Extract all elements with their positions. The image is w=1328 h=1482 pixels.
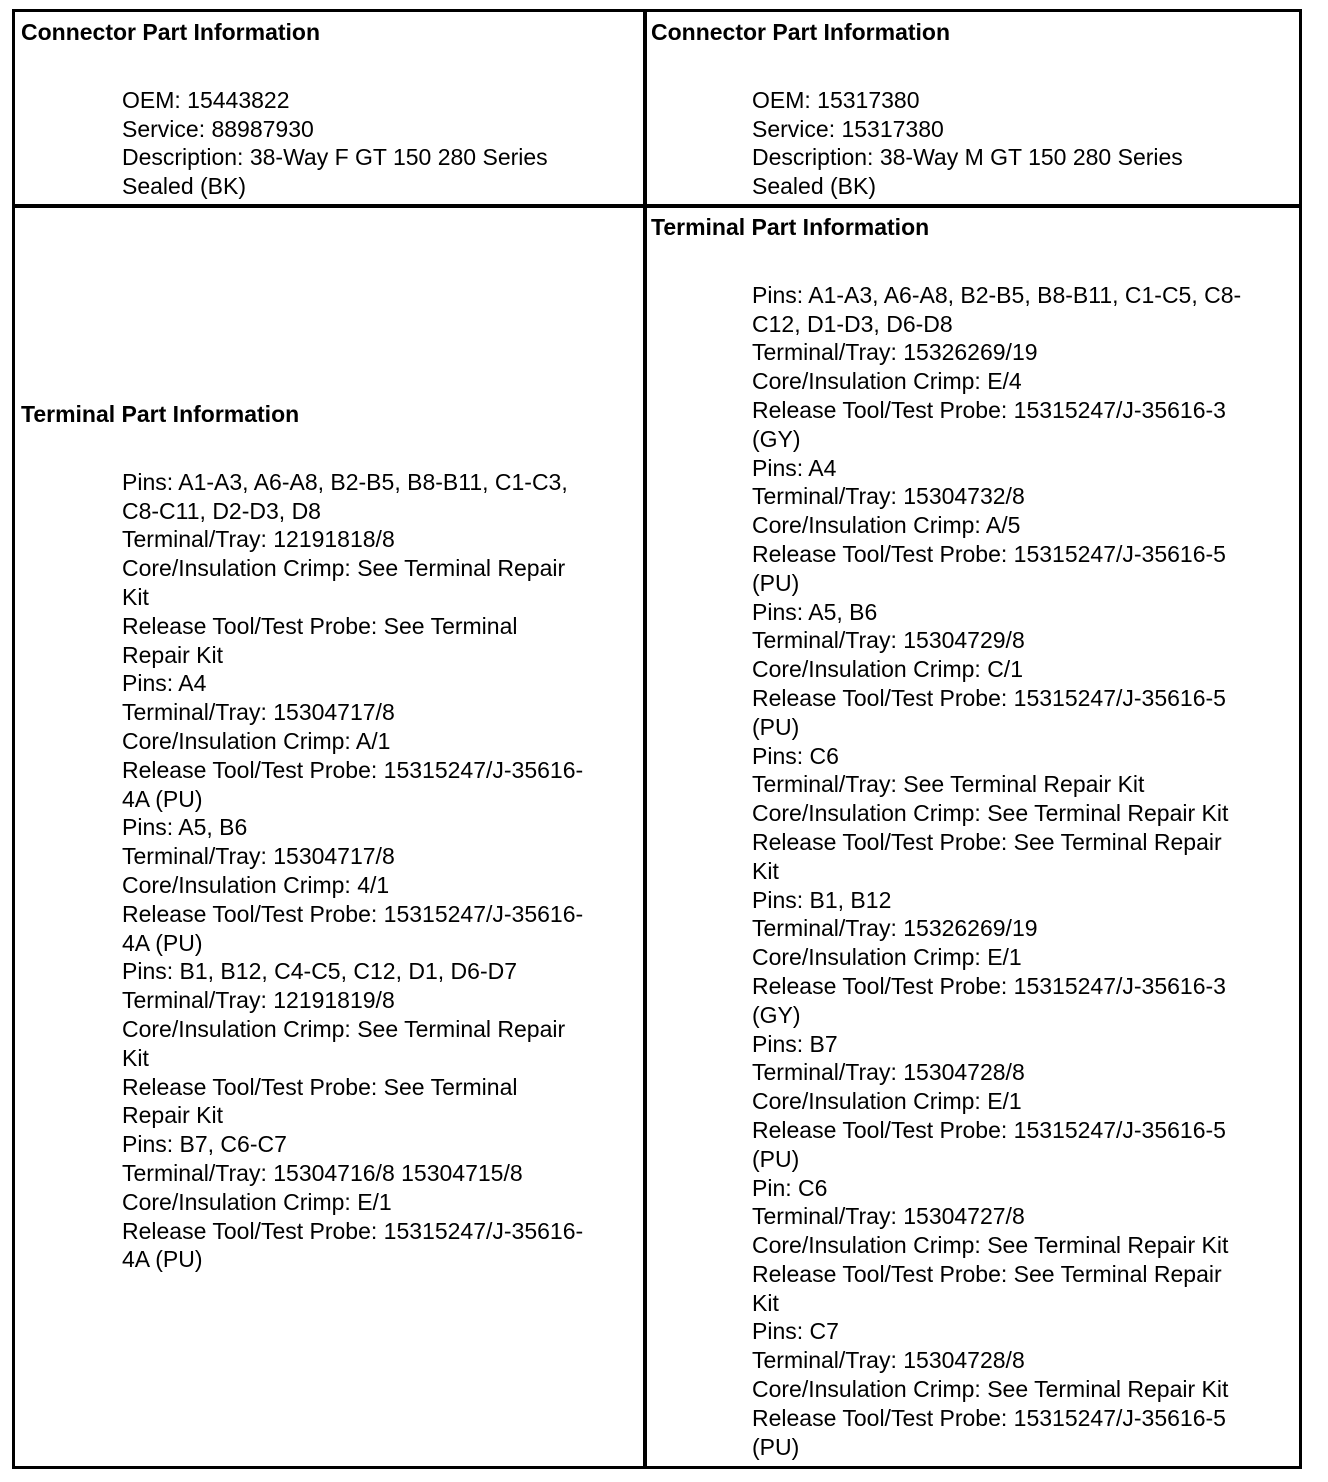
right-connector-cell [651, 18, 1183, 201]
detail-line: Terminal/Tray: 15304732/8 [752, 483, 1025, 510]
detail-line: Repair Kit [122, 1102, 223, 1129]
detail-line: Core/Insulation Crimp: E/4 [752, 368, 1022, 395]
detail-line: OEM: 15317380 [752, 86, 920, 113]
detail-line: C12, D1-D3, D6-D8 [752, 310, 953, 337]
detail-line: Release Tool/Test Probe: See Terminal [122, 1073, 518, 1100]
detail-line: Pins: A1-A3, A6-A8, B2-B5, B8-B11, C1-C5, C8- [752, 281, 1242, 308]
detail-line: Description: 38-Way M GT 150 280 Series [752, 144, 1183, 171]
detail-line: Pins: A5, B6 [752, 598, 878, 625]
detail-line: 4A (PU) [122, 785, 203, 812]
row-divider [15, 204, 1299, 208]
detail-line: Core/Insulation Crimp: See Terminal Repair Kit [752, 1232, 1229, 1259]
detail-line: Pins: B7 [752, 1030, 838, 1057]
detail-line: Release Tool/Test Probe: See Terminal Repair [752, 1260, 1222, 1287]
detail-line: Core/Insulation Crimp: See Terminal Repair [122, 555, 566, 582]
detail-line: C8-C11, D2-D3, D8 [122, 497, 321, 524]
left-terminal-heading: Terminal Part Information [21, 401, 300, 427]
detail-line: Pins: A4 [752, 454, 837, 481]
right-terminal-details [752, 281, 1241, 1462]
detail-line: Release Tool/Test Probe: 15315247/J-35616-5 [752, 1404, 1226, 1431]
detail-line: Terminal/Tray: See Terminal Repair Kit [752, 771, 1145, 798]
detail-line: Terminal/Tray: 15304728/8 [752, 1059, 1025, 1086]
detail-line: Terminal/Tray: 15304729/8 [752, 627, 1025, 654]
left-terminal-cell [21, 400, 583, 1274]
detail-line: Kit [122, 1044, 149, 1071]
detail-line: Core/Insulation Crimp: E/1 [122, 1188, 392, 1215]
detail-line: Core/Insulation Crimp: 4/1 [122, 871, 390, 898]
detail-line: Pins: B1, B12 [752, 886, 892, 913]
detail-line: Service: 15317380 [752, 115, 944, 142]
detail-line: Terminal/Tray: 15304728/8 [752, 1347, 1025, 1374]
detail-line: (GY) [752, 425, 801, 452]
detail-line: (PU) [752, 713, 800, 740]
detail-line: Core/Insulation Crimp: E/1 [752, 944, 1022, 971]
right-connector-heading: Connector Part Information [651, 19, 951, 45]
detail-line: Kit [752, 857, 779, 884]
detail-line: Terminal/Tray: 15304717/8 [122, 699, 395, 726]
detail-line: Kit [122, 583, 149, 610]
detail-line: Core/Insulation Crimp: See Terminal Repair Kit [752, 800, 1229, 827]
detail-line: Pins: A1-A3, A6-A8, B2-B5, B8-B11, C1-C3, [122, 468, 568, 495]
detail-line: Release Tool/Test Probe: See Terminal [122, 612, 518, 639]
detail-line: Release Tool/Test Probe: 15315247/J-35616- [122, 1217, 584, 1244]
detail-line: Sealed (BK) [122, 173, 247, 200]
detail-line: Sealed (BK) [752, 173, 877, 200]
column-divider [643, 12, 647, 1466]
left-connector-cell [21, 18, 548, 201]
detail-line: Release Tool/Test Probe: See Terminal Repair [752, 828, 1222, 855]
detail-line: Release Tool/Test Probe: 15315247/J-35616-5 [752, 1116, 1226, 1143]
detail-line: Release Tool/Test Probe: 15315247/J-35616-5 [752, 684, 1226, 711]
detail-line: Release Tool/Test Probe: 15315247/J-35616-5 [752, 540, 1226, 567]
right-connector-details [752, 86, 1183, 201]
detail-line: Description: 38-Way F GT 150 280 Series [122, 144, 548, 171]
detail-line: Pins: C7 [752, 1318, 839, 1345]
detail-line: Release Tool/Test Probe: 15315247/J-35616- [122, 756, 584, 783]
detail-line: (PU) [752, 569, 800, 596]
detail-line: Pins: C6 [752, 742, 839, 769]
detail-line: Pins: A5, B6 [122, 814, 248, 841]
detail-line: Core/Insulation Crimp: C/1 [752, 656, 1023, 683]
detail-line: Terminal/Tray: 15326269/19 [752, 915, 1038, 942]
detail-line: Pins: B1, B12, C4-C5, C12, D1, D6-D7 [122, 958, 517, 985]
detail-line: Terminal/Tray: 15326269/19 [752, 339, 1038, 366]
detail-line: Terminal/Tray: 15304717/8 [122, 843, 395, 870]
right-terminal-cell [651, 213, 1241, 1461]
detail-line: Pins: A4 [122, 670, 207, 697]
detail-line: Pin: C6 [752, 1174, 828, 1201]
detail-line: Core/Insulation Crimp: A/1 [122, 727, 391, 754]
detail-line: (PU) [752, 1433, 800, 1460]
detail-line: Terminal/Tray: 12191818/8 [122, 526, 395, 553]
detail-line: Release Tool/Test Probe: 15315247/J-35616-3 [752, 972, 1226, 999]
detail-line: (GY) [752, 1001, 801, 1028]
detail-line: Core/Insulation Crimp: E/1 [752, 1088, 1022, 1115]
left-connector-details [122, 86, 548, 201]
right-terminal-heading: Terminal Part Information [651, 214, 930, 240]
detail-line: Repair Kit [122, 641, 223, 668]
detail-line: Terminal/Tray: 15304716/8 15304715/8 [122, 1159, 523, 1186]
detail-line: Core/Insulation Crimp: See Terminal Repair [122, 1015, 566, 1042]
detail-line: Pins: B7, C6-C7 [122, 1131, 287, 1158]
detail-line: Core/Insulation Crimp: A/5 [752, 512, 1021, 539]
detail-line: 4A (PU) [122, 929, 203, 956]
detail-line: Terminal/Tray: 12191819/8 [122, 987, 395, 1014]
detail-line: 4A (PU) [122, 1246, 203, 1273]
detail-line: Terminal/Tray: 15304727/8 [752, 1203, 1025, 1230]
detail-line: (PU) [752, 1145, 800, 1172]
parts-table [12, 9, 1302, 1469]
left-terminal-details [122, 468, 583, 1274]
left-connector-heading: Connector Part Information [21, 19, 321, 45]
detail-line: Service: 88987930 [122, 115, 314, 142]
detail-line: Core/Insulation Crimp: See Terminal Repair Kit [752, 1376, 1229, 1403]
detail-line: OEM: 15443822 [122, 86, 290, 113]
detail-line: Kit [752, 1289, 779, 1316]
detail-line: Release Tool/Test Probe: 15315247/J-35616-3 [752, 396, 1226, 423]
detail-line: Release Tool/Test Probe: 15315247/J-35616- [122, 900, 584, 927]
